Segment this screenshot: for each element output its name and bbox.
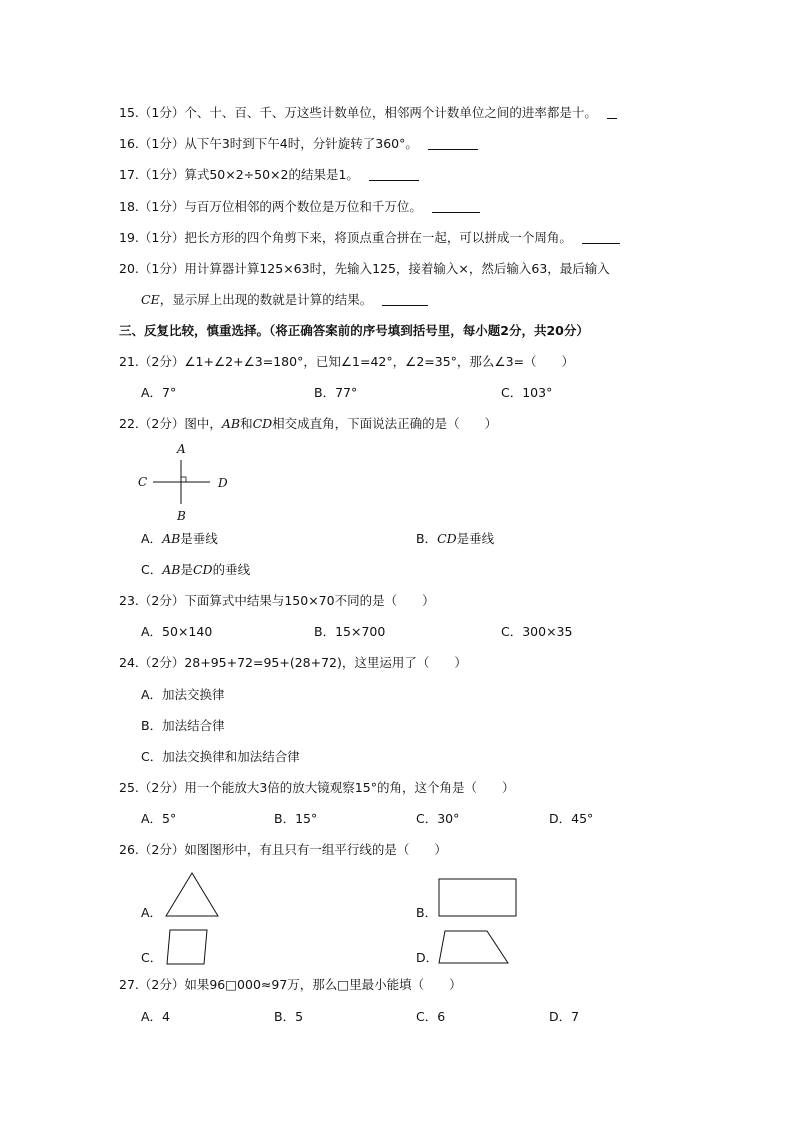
question-21: 21.（2分）∠1+∠2+∠3=180°，已知∠1=42°，∠2=35°，那么∠3=（ ）: [119, 354, 575, 369]
option-c[interactable]: C．6: [416, 1009, 446, 1024]
parallelogram-shape[interactable]: [164, 927, 210, 967]
option-a[interactable]: A．4: [141, 1009, 171, 1024]
option-b[interactable]: B．5: [274, 1009, 304, 1024]
option-b[interactable]: B．CD是垂线: [416, 531, 495, 546]
option-a[interactable]: A．AB是垂线: [141, 531, 218, 546]
point-label-b: B: [177, 509, 186, 523]
option-b[interactable]: B．加法结合律: [141, 718, 225, 733]
option-c[interactable]: C．AB是CD的垂线: [141, 562, 251, 577]
point-label-d: D: [218, 476, 228, 490]
option-a[interactable]: A．5°: [141, 811, 177, 826]
option-c[interactable]: C．加法交换律和加法结合律: [141, 749, 300, 764]
question-18: 18.（1分）与百万位相邻的两个数位是万位和千万位。: [119, 199, 480, 215]
question-27: 27.（2分）如果96□000≈97万，那么□里最小能填（ ）: [119, 977, 462, 992]
question-17: 17.（1分）算式50×2÷50×2的结果是1。: [119, 167, 419, 183]
option-c[interactable]: C．30°: [416, 811, 460, 826]
question-16: 16.（1分）从下午3时到下午4时，分针旋转了360°。: [119, 136, 478, 152]
option-a-label[interactable]: A．: [141, 905, 163, 920]
point-label-a: A: [177, 442, 186, 456]
question-26: 26.（2分）如图图形中，有且只有一组平行线的是（ ）: [119, 842, 447, 857]
option-c[interactable]: C．103°: [501, 385, 553, 400]
triangle-shape[interactable]: [163, 871, 221, 919]
option-a[interactable]: A．加法交换律: [141, 687, 225, 702]
option-d[interactable]: D．7: [549, 1009, 580, 1024]
question-23: 23.（2分）下面算式中结果与150×70不同的是（ ）: [119, 593, 435, 608]
option-c[interactable]: C．300×35: [501, 624, 573, 639]
section-3-heading: 三、反复比较，慎重选择。（将正确答案前的序号填到括号里，每小题2分，共20分）: [119, 323, 589, 338]
trapezoid-shape[interactable]: [437, 928, 511, 966]
answer-blank[interactable]: [582, 230, 620, 244]
question-15: 15.（1分）个、十、百、千、万这些计数单位，相邻两个计数单位之间的进率都是十。: [119, 105, 617, 121]
answer-blank[interactable]: [382, 292, 428, 306]
question-20-cont: CE，显示屏上出现的数就是计算的结果。: [141, 292, 428, 308]
option-a[interactable]: A．7°: [141, 385, 177, 400]
question-25: 25.（2分）用一个能放大3倍的放大镜观察15°的角，这个角是（ ）: [119, 780, 515, 795]
answer-blank[interactable]: [607, 105, 617, 119]
option-c-label[interactable]: C．: [141, 950, 163, 965]
answer-blank[interactable]: [428, 136, 478, 150]
question-24: 24.（2分）28+95+72=95+(28+72)，这里运用了（ ）: [119, 655, 467, 670]
answer-blank[interactable]: [432, 199, 480, 213]
option-b[interactable]: B．15°: [274, 811, 318, 826]
option-a[interactable]: A．50×140: [141, 624, 213, 639]
question-19: 19.（1分）把长方形的四个角剪下来，将顶点重合拼在一起，可以拼成一个周角。: [119, 230, 620, 246]
rectangle-shape[interactable]: [437, 877, 519, 919]
option-b[interactable]: B．77°: [314, 385, 358, 400]
question-20: 20.（1分）用计算器计算125×63时，先输入125，接着输入×，然后输入63，最后输入: [119, 261, 610, 276]
point-label-c: C: [138, 475, 148, 489]
option-d-label[interactable]: D．: [416, 950, 439, 965]
option-b[interactable]: B．15×700: [314, 624, 386, 639]
option-b-label[interactable]: B．: [416, 905, 438, 920]
answer-blank[interactable]: [369, 167, 419, 181]
perpendicular-figure: [136, 440, 236, 522]
option-d[interactable]: D．45°: [549, 811, 594, 826]
question-22: 22.（2分）图中，AB和CD相交成直角，下面说法正确的是（ ）: [119, 416, 498, 431]
